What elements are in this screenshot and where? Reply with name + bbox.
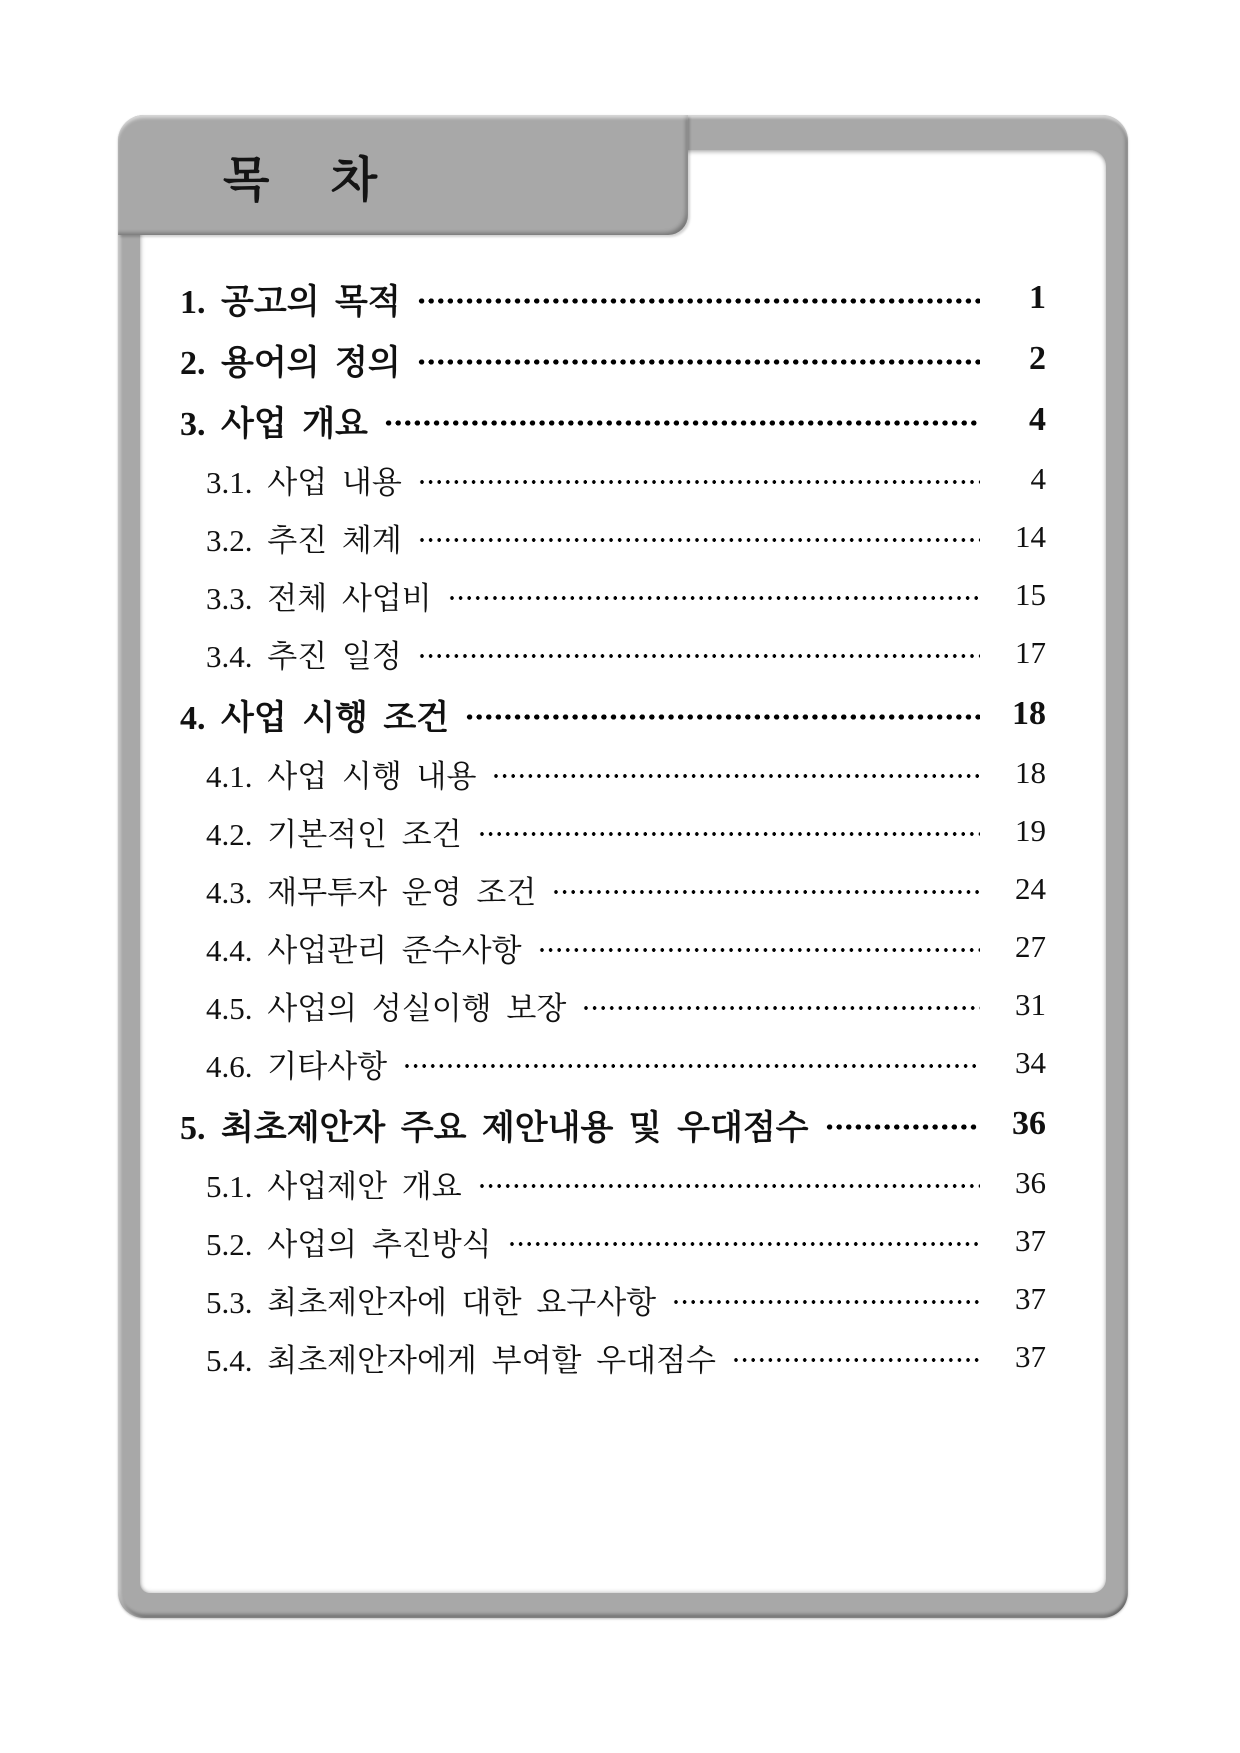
dot-leader bbox=[732, 1354, 980, 1366]
content-sheet bbox=[140, 150, 1106, 1593]
toc-entry bbox=[180, 391, 1046, 449]
toc-entry-page: 14 bbox=[1015, 519, 1046, 554]
dot-leader bbox=[508, 1238, 980, 1250]
toc-entry-label: 3.1. 사업 내용 bbox=[206, 464, 402, 500]
dot-leader bbox=[825, 1121, 980, 1133]
toc-entry-page: 1 bbox=[1029, 279, 1046, 316]
toc-entry-label: 5. 최초제안자 주요 제안내용 및 우대점수 bbox=[180, 1109, 809, 1147]
toc-entry bbox=[180, 1034, 1046, 1092]
toc-entry-page: 17 bbox=[1015, 635, 1046, 670]
toc-entry-page: 37 bbox=[1015, 1223, 1046, 1258]
toc-entry-page: 2 bbox=[1029, 340, 1046, 377]
dot-leader bbox=[552, 886, 980, 898]
toc-entry-page: 24 bbox=[1015, 871, 1046, 906]
dot-leader bbox=[417, 356, 980, 368]
toc-entry-page: 36 bbox=[1015, 1165, 1046, 1200]
dot-leader bbox=[582, 1002, 980, 1014]
toc-entry-page: 18 bbox=[1015, 755, 1046, 790]
toc-entry bbox=[180, 976, 1046, 1034]
toc-entry-label: 5.4. 최초제안자에게 부여할 우대점수 bbox=[206, 1342, 716, 1378]
toc-entry-page: 18 bbox=[1012, 695, 1046, 732]
toc-title: 목 차 bbox=[223, 153, 380, 207]
toc-entry-page: 27 bbox=[1015, 929, 1046, 964]
toc-entry bbox=[180, 566, 1046, 624]
page-frame bbox=[118, 115, 1128, 1618]
toc-entry-page: 37 bbox=[1015, 1281, 1046, 1316]
toc-entry-label: 4.3. 재무투자 운영 조건 bbox=[206, 874, 537, 910]
toc-entry-label: 5.1. 사업제안 개요 bbox=[206, 1168, 462, 1204]
toc-entry-page: 4 bbox=[1029, 401, 1046, 438]
toc-entry-label: 3.2. 추진 체계 bbox=[206, 522, 402, 558]
toc-entry bbox=[180, 1212, 1046, 1270]
dot-leader bbox=[448, 592, 980, 604]
toc-header-tab bbox=[118, 115, 688, 235]
toc-entry-label: 4.6. 기타사항 bbox=[206, 1048, 388, 1084]
dot-leader bbox=[418, 650, 980, 662]
toc-entry-page: 15 bbox=[1015, 577, 1046, 612]
toc-entry-page: 4 bbox=[1030, 461, 1046, 496]
toc-entry-label: 3. 사업 개요 bbox=[180, 405, 368, 443]
toc-entry-label: 4.2. 기본적인 조건 bbox=[206, 816, 462, 852]
dot-leader bbox=[418, 476, 980, 488]
dot-leader bbox=[417, 295, 980, 307]
toc-entry bbox=[180, 1095, 1046, 1153]
toc-entry bbox=[180, 269, 1046, 327]
toc-entry bbox=[180, 860, 1046, 918]
toc-entry-label: 2. 용어의 정의 bbox=[180, 344, 401, 382]
toc-entry-label: 5.2. 사업의 추진방식 bbox=[206, 1226, 492, 1262]
toc-entry bbox=[180, 1154, 1046, 1212]
dot-leader bbox=[465, 711, 980, 723]
toc-entry-page: 31 bbox=[1015, 987, 1046, 1022]
toc-entry bbox=[180, 744, 1046, 802]
toc-entry bbox=[180, 450, 1046, 508]
toc-entry bbox=[180, 624, 1046, 682]
toc-entry-label: 3.3. 전체 사업비 bbox=[206, 580, 432, 616]
dot-leader bbox=[538, 944, 980, 956]
toc-entry-label: 4.1. 사업 시행 내용 bbox=[206, 758, 477, 794]
toc-entry bbox=[180, 802, 1046, 860]
dot-leader bbox=[384, 417, 980, 429]
toc-entry bbox=[180, 330, 1046, 388]
toc-list bbox=[180, 266, 1046, 1386]
toc-entry-label: 3.4. 추진 일정 bbox=[206, 638, 402, 674]
dot-leader bbox=[672, 1296, 980, 1308]
dot-leader bbox=[478, 1180, 980, 1192]
toc-entry-page: 37 bbox=[1015, 1339, 1046, 1374]
toc-entry bbox=[180, 1270, 1046, 1328]
dot-leader bbox=[418, 534, 980, 546]
toc-entry-label: 4.4. 사업관리 준수사항 bbox=[206, 932, 522, 968]
toc-entry bbox=[180, 685, 1046, 743]
toc-entry-page: 34 bbox=[1015, 1045, 1046, 1080]
toc-entry-page: 36 bbox=[1012, 1105, 1046, 1142]
toc-entry-label: 1. 공고의 목적 bbox=[180, 283, 401, 321]
toc-entry-page: 19 bbox=[1015, 813, 1046, 848]
toc-entry-label: 4. 사업 시행 조건 bbox=[180, 699, 450, 737]
toc-entry bbox=[180, 918, 1046, 976]
toc-entry bbox=[180, 1328, 1046, 1386]
dot-leader bbox=[492, 770, 980, 782]
dot-leader bbox=[478, 828, 980, 840]
toc-entry-label: 4.5. 사업의 성실이행 보장 bbox=[206, 990, 567, 1026]
toc-entry bbox=[180, 508, 1046, 566]
toc-entry-label: 5.3. 최초제안자에 대한 요구사항 bbox=[206, 1284, 657, 1320]
dot-leader bbox=[403, 1060, 980, 1072]
